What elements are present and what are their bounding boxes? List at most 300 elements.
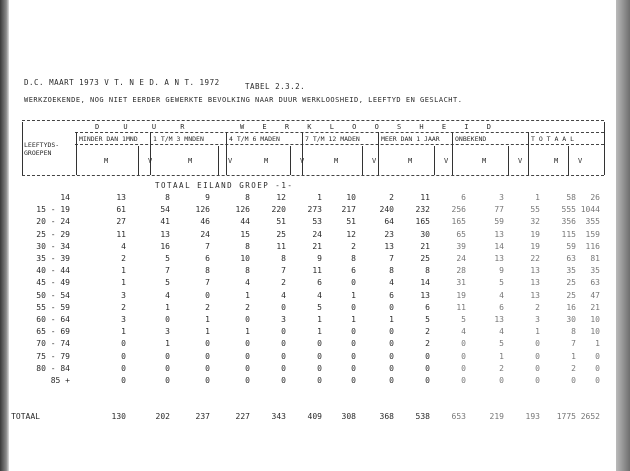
table-cell: 5 <box>317 302 322 312</box>
table-cell: 4 <box>121 241 126 251</box>
table-cell: 0 <box>165 376 170 385</box>
table-cell: 2 <box>425 339 430 349</box>
table-cell: 0 <box>351 327 356 337</box>
table-cell: 59 <box>494 217 504 227</box>
table-cell: 0 <box>389 339 394 349</box>
column-divider <box>604 122 605 175</box>
age-group-label: 45 - 49 <box>36 278 70 288</box>
table-cell: 0 <box>165 351 170 361</box>
table-cell: 0 <box>281 363 286 373</box>
table-cell: 555 <box>561 205 576 215</box>
table-cell: 13 <box>530 266 540 276</box>
column-divider <box>76 132 77 175</box>
table-cell: 0 <box>351 302 356 312</box>
table-cell: 8 <box>205 266 210 276</box>
column-divider <box>22 122 23 175</box>
sex-label: V <box>148 157 153 165</box>
table-cell: 308 <box>341 412 356 421</box>
table-cell: 19 <box>530 241 540 251</box>
table-cell: 343 <box>271 412 286 421</box>
duration-group-label: 1 T/M 3 MNDEN <box>153 135 204 143</box>
table-cell: 51 <box>346 217 356 227</box>
table-cell: 11 <box>456 302 466 312</box>
table-cell: 1 <box>205 327 210 337</box>
table-cell: 5 <box>499 278 504 288</box>
column-divider <box>138 146 139 175</box>
table-cell: 0 <box>205 290 210 300</box>
table-cell: 6 <box>461 193 466 202</box>
table-cell: 1 <box>571 351 576 361</box>
table-cell: 7 <box>205 241 210 251</box>
age-group-label: 65 - 69 <box>36 327 70 337</box>
table-cell: 2 <box>535 302 540 312</box>
age-group-label: 15 - 19 <box>36 205 70 215</box>
table-cell: 54 <box>160 205 170 215</box>
age-group-label: 40 - 44 <box>36 266 70 276</box>
table-cell: 1 <box>351 315 356 324</box>
table-cell: 8 <box>351 254 356 263</box>
table-cell: 59 <box>566 241 576 251</box>
age-group-label: TOTAAL <box>11 412 40 421</box>
table-cell: 4 <box>165 290 170 300</box>
column-divider <box>302 132 303 175</box>
table-cell: 1 <box>121 266 126 276</box>
table-cell: 0 <box>389 363 394 373</box>
table-cell: 368 <box>379 412 394 421</box>
duur-header: D U U R <box>95 123 195 131</box>
table-cell: 6 <box>425 302 430 312</box>
table-cell: 8 <box>245 266 250 276</box>
table-cell: 0 <box>425 351 430 361</box>
age-group-label: 70 - 74 <box>36 339 70 349</box>
table-cell: 5 <box>165 278 170 288</box>
scan-left-edge <box>0 0 9 471</box>
table-cell: 13 <box>530 290 540 300</box>
table-cell: 227 <box>235 412 250 421</box>
sex-label: V <box>228 157 233 165</box>
table-cell: 11 <box>312 266 322 276</box>
table-cell: 2 <box>281 278 286 288</box>
table-cell: 273 <box>307 205 322 215</box>
table-cell: 256 <box>451 205 466 215</box>
table-cell: 63 <box>590 278 600 288</box>
table-cell: 25 <box>566 290 576 300</box>
table-cell: 9 <box>317 254 322 263</box>
table-cell: 0 <box>461 363 466 373</box>
table-cell: 10 <box>590 315 600 324</box>
table-cell: 6 <box>389 290 394 300</box>
column-divider <box>452 132 453 175</box>
table-cell: 0 <box>121 363 126 373</box>
table-cell: 0 <box>245 363 250 373</box>
table-cell: 7 <box>571 339 576 349</box>
table-cell: 7 <box>281 266 286 276</box>
table-cell: 219 <box>489 412 504 421</box>
table-cell: 4 <box>389 278 394 288</box>
table-cell: 0 <box>121 376 126 385</box>
table-cell: 0 <box>499 376 504 385</box>
table-cell: 28 <box>456 266 466 276</box>
table-cell: 653 <box>451 412 466 421</box>
table-cell: 2 <box>205 302 210 312</box>
table-cell: 21 <box>312 241 322 251</box>
table-cell: 51 <box>276 217 286 227</box>
table-cell: 1 <box>595 339 600 349</box>
table-cell: 0 <box>317 339 322 349</box>
table-cell: 35 <box>566 266 576 276</box>
sex-label: M <box>408 157 413 165</box>
table-cell: 1 <box>317 315 322 324</box>
table-cell: 8 <box>281 254 286 263</box>
table-cell: 13 <box>494 254 504 263</box>
table-cell: 6 <box>499 302 504 312</box>
table-cell: 24 <box>456 254 466 263</box>
table-cell: 232 <box>415 205 430 215</box>
column-divider <box>290 146 291 175</box>
table-cell: 41 <box>160 217 170 227</box>
table-cell: 19 <box>530 229 540 239</box>
age-group-label: 80 - 84 <box>36 363 70 373</box>
table-cell: 237 <box>195 412 210 421</box>
table-cell: 8 <box>571 327 576 337</box>
table-cell: 1 <box>165 302 170 312</box>
table-cell: 0 <box>461 339 466 349</box>
rule <box>75 144 604 145</box>
table-cell: 0 <box>351 278 356 288</box>
table-cell: 10 <box>346 193 356 202</box>
table-cell: 0 <box>317 363 322 373</box>
table-cell: 3 <box>121 290 126 300</box>
table-cell: 3 <box>535 315 540 324</box>
age-group-label: 35 - 39 <box>36 254 70 263</box>
sex-label: M <box>264 157 269 165</box>
table-cell: 14 <box>494 241 504 251</box>
table-cell: 1 <box>121 278 126 288</box>
table-cell: 32 <box>530 217 540 227</box>
column-divider <box>508 146 509 175</box>
column-divider <box>434 146 435 175</box>
table-cell: 2 <box>425 327 430 337</box>
table-cell: 1 <box>535 327 540 337</box>
table-cell: 7 <box>205 278 210 288</box>
table-cell: 64 <box>384 217 394 227</box>
table-cell: 4 <box>499 327 504 337</box>
table-cell: 159 <box>585 229 600 239</box>
duration-group-label: MEER DAN 1 JAAR <box>381 135 440 143</box>
sex-label: M <box>554 157 559 165</box>
table-cell: 24 <box>312 229 322 239</box>
column-divider <box>378 132 379 175</box>
table-cell: 0 <box>205 376 210 385</box>
table-cell: 0 <box>121 351 126 361</box>
table-cell: 217 <box>341 205 356 215</box>
table-cell: 55 <box>530 205 540 215</box>
table-cell: 116 <box>585 241 600 251</box>
table-cell: 0 <box>281 327 286 337</box>
sex-label: M <box>334 157 339 165</box>
table-cell: 3 <box>281 315 286 324</box>
rule <box>22 175 604 176</box>
table-cell: 0 <box>389 376 394 385</box>
table-cell: 21 <box>420 241 430 251</box>
table-cell: 5 <box>425 315 430 324</box>
table-cell: 1 <box>499 351 504 361</box>
table-cell: 7 <box>165 266 170 276</box>
table-cell: 2 <box>389 193 394 202</box>
table-cell: 11 <box>116 229 126 239</box>
table-cell: 0 <box>205 351 210 361</box>
table-cell: 12 <box>346 229 356 239</box>
age-group-label: 25 - 29 <box>36 229 70 239</box>
table-cell: 1044 <box>580 205 600 215</box>
scan-right-edge <box>616 0 630 471</box>
table-cell: 13 <box>116 193 126 202</box>
table-cell: 165 <box>415 217 430 227</box>
sex-label: M <box>104 157 109 165</box>
table-cell: 13 <box>160 229 170 239</box>
table-cell: 9 <box>499 266 504 276</box>
column-divider <box>150 132 151 175</box>
table-cell: 2 <box>571 363 576 373</box>
table-cell: 77 <box>494 205 504 215</box>
sex-label: V <box>518 157 523 165</box>
table-cell: 8 <box>389 266 394 276</box>
table-cell: 8 <box>245 193 250 202</box>
table-cell: 30 <box>566 315 576 324</box>
table-cell: 1 <box>165 339 170 349</box>
table-cell: 0 <box>595 351 600 361</box>
table-cell: 0 <box>281 376 286 385</box>
table-cell: 5 <box>461 315 466 324</box>
table-cell: 58 <box>566 193 576 202</box>
table-cell: 0 <box>389 327 394 337</box>
age-group-label: 85 + <box>50 376 70 385</box>
age-group-label: 20 - 24 <box>36 217 70 227</box>
table-cell: 4 <box>281 290 286 300</box>
table-cell: 21 <box>590 302 600 312</box>
table-cell: 0 <box>425 376 430 385</box>
table-number: TABEL 2.3.2. <box>245 82 306 91</box>
table-cell: 0 <box>351 351 356 361</box>
table-cell: 16 <box>566 302 576 312</box>
table-cell: 0 <box>351 376 356 385</box>
table-cell: 11 <box>276 241 286 251</box>
table-cell: 1 <box>535 193 540 202</box>
section-title: TOTAAL EILAND GROEP -1- <box>155 181 294 190</box>
rule <box>75 132 604 133</box>
table-cell: 130 <box>111 412 126 421</box>
table-cell: 14 <box>420 278 430 288</box>
table-cell: 27 <box>116 217 126 227</box>
age-group-label: 60 - 64 <box>36 315 70 324</box>
table-cell: 1775 <box>556 412 576 421</box>
table-cell: 44 <box>240 217 250 227</box>
document-title: D.C. MAART 1973 V T. N E D. A N T. 1972 <box>24 78 220 87</box>
table-cell: 13 <box>530 278 540 288</box>
sex-label: V <box>578 157 583 165</box>
table-cell: 47 <box>590 290 600 300</box>
table-cell: 0 <box>461 376 466 385</box>
table-cell: 115 <box>561 229 576 239</box>
table-cell: 11 <box>420 193 430 202</box>
duration-group-label: 4 T/M 6 MADEN <box>229 135 280 143</box>
table-cell: 0 <box>571 376 576 385</box>
sex-label: M <box>482 157 487 165</box>
table-cell: 1 <box>317 327 322 337</box>
sex-label: V <box>300 157 305 165</box>
table-cell: 126 <box>195 205 210 215</box>
table-cell: 0 <box>281 302 286 312</box>
table-cell: 15 <box>240 229 250 239</box>
table-cell: 6 <box>205 254 210 263</box>
table-cell: 8 <box>245 241 250 251</box>
table-cell: 65 <box>456 229 466 239</box>
table-cell: 2 <box>245 302 250 312</box>
table-cell: 0 <box>595 376 600 385</box>
table-cell: 0 <box>205 363 210 373</box>
table-cell: 53 <box>312 217 322 227</box>
table-cell: 24 <box>200 229 210 239</box>
table-cell: 30 <box>420 229 430 239</box>
table-cell: 63 <box>566 254 576 263</box>
rule <box>22 120 604 121</box>
table-cell: 126 <box>235 205 250 215</box>
table-subtitle: WERKZOEKENDE, NOG NIET EERDER GEWERKTE BEVOLKING NAAR DUUR WERKLOOSHEID, LEEFTYD EN GESLACHT. <box>24 96 463 104</box>
table-cell: 0 <box>317 376 322 385</box>
table-cell: 7 <box>389 254 394 263</box>
table-cell: 355 <box>585 217 600 227</box>
duration-group-label: 7 T/M 12 MADEN <box>305 135 360 143</box>
table-cell: 193 <box>525 412 540 421</box>
table-cell: 26 <box>590 193 600 202</box>
age-group-label: 30 - 34 <box>36 241 70 251</box>
table-cell: 0 <box>165 363 170 373</box>
table-cell: 538 <box>415 412 430 421</box>
table-cell: 25 <box>276 229 286 239</box>
table-cell: 0 <box>535 351 540 361</box>
duration-group-label: MINDER DAN 1MND <box>79 135 138 143</box>
column-divider <box>362 146 363 175</box>
table-cell: 8 <box>165 193 170 202</box>
table-cell: 2652 <box>580 412 600 421</box>
table-cell: 81 <box>590 254 600 263</box>
table-cell: 4 <box>317 290 322 300</box>
table-cell: 1 <box>351 290 356 300</box>
table-cell: 0 <box>121 339 126 349</box>
sex-label: M <box>188 157 193 165</box>
table-cell: 2 <box>499 363 504 373</box>
table-cell: 0 <box>165 315 170 324</box>
table-cell: 0 <box>351 339 356 349</box>
column-divider <box>528 132 529 175</box>
duration-group-label: ONBEKEND <box>455 135 487 143</box>
age-group-label: 75 - 79 <box>36 351 70 361</box>
table-cell: 0 <box>281 351 286 361</box>
sex-label: V <box>372 157 377 165</box>
table-cell: 4 <box>461 327 466 337</box>
table-cell: 61 <box>116 205 126 215</box>
table-cell: 12 <box>276 193 286 202</box>
table-cell: 0 <box>389 351 394 361</box>
werkloosheid-header: W E R K L O O S H E I D <box>240 123 498 131</box>
table-cell: 1 <box>121 327 126 337</box>
column-divider <box>568 146 569 175</box>
table-cell: 240 <box>379 205 394 215</box>
table-cell: 25 <box>566 278 576 288</box>
table-cell: 0 <box>245 376 250 385</box>
table-cell: 13 <box>384 241 394 251</box>
table-cell: 1 <box>205 315 210 324</box>
table-cell: 35 <box>590 266 600 276</box>
age-group-label: 55 - 59 <box>36 302 70 312</box>
table-cell: 9 <box>205 193 210 202</box>
table-cell: 0 <box>281 339 286 349</box>
table-cell: 1 <box>317 193 322 202</box>
table-cell: 4 <box>499 290 504 300</box>
table-cell: 0 <box>595 363 600 373</box>
table-cell: 16 <box>160 241 170 251</box>
table-cell: 10 <box>590 327 600 337</box>
table-cell: 2 <box>121 254 126 263</box>
table-cell: 0 <box>317 351 322 361</box>
table-cell: 6 <box>317 278 322 288</box>
table-cell: 13 <box>420 290 430 300</box>
table-cell: 10 <box>240 254 250 263</box>
table-cell: 0 <box>461 351 466 361</box>
table-cell: 4 <box>245 278 250 288</box>
table-cell: 19 <box>456 290 466 300</box>
duration-group-label: T O T A A L <box>531 135 575 143</box>
table-cell: 0 <box>245 351 250 361</box>
table-cell: 3 <box>499 193 504 202</box>
table-cell: 0 <box>535 376 540 385</box>
table-cell: 0 <box>245 339 250 349</box>
table-cell: 1 <box>389 315 394 324</box>
table-cell: 2 <box>351 241 356 251</box>
table-cell: 46 <box>200 217 210 227</box>
sex-label: V <box>444 157 449 165</box>
table-cell: 22 <box>530 254 540 263</box>
table-cell: 165 <box>451 217 466 227</box>
table-cell: 5 <box>499 339 504 349</box>
table-cell: 356 <box>561 217 576 227</box>
table-cell: 1 <box>245 327 250 337</box>
table-cell: 0 <box>535 363 540 373</box>
table-cell: 13 <box>494 229 504 239</box>
table-cell: 202 <box>155 412 170 421</box>
table-cell: 0 <box>351 363 356 373</box>
table-cell: 23 <box>384 229 394 239</box>
column-divider <box>226 132 227 175</box>
column-divider <box>218 146 219 175</box>
table-cell: 25 <box>420 254 430 263</box>
table-cell: 0 <box>245 315 250 324</box>
table-cell: 0 <box>535 339 540 349</box>
table-cell: 2 <box>121 302 126 312</box>
table-cell: 1 <box>245 290 250 300</box>
table-cell: 39 <box>456 241 466 251</box>
age-group-label: 50 - 54 <box>36 290 70 300</box>
table-cell: 0 <box>389 302 394 312</box>
table-cell: 3 <box>165 327 170 337</box>
table-cell: 5 <box>165 254 170 263</box>
table-cell: 3 <box>121 315 126 324</box>
table-cell: 13 <box>494 315 504 324</box>
table-cell: 409 <box>307 412 322 421</box>
table-cell: 0 <box>205 339 210 349</box>
table-cell: 8 <box>425 266 430 276</box>
age-group-label: 14 <box>60 193 70 202</box>
